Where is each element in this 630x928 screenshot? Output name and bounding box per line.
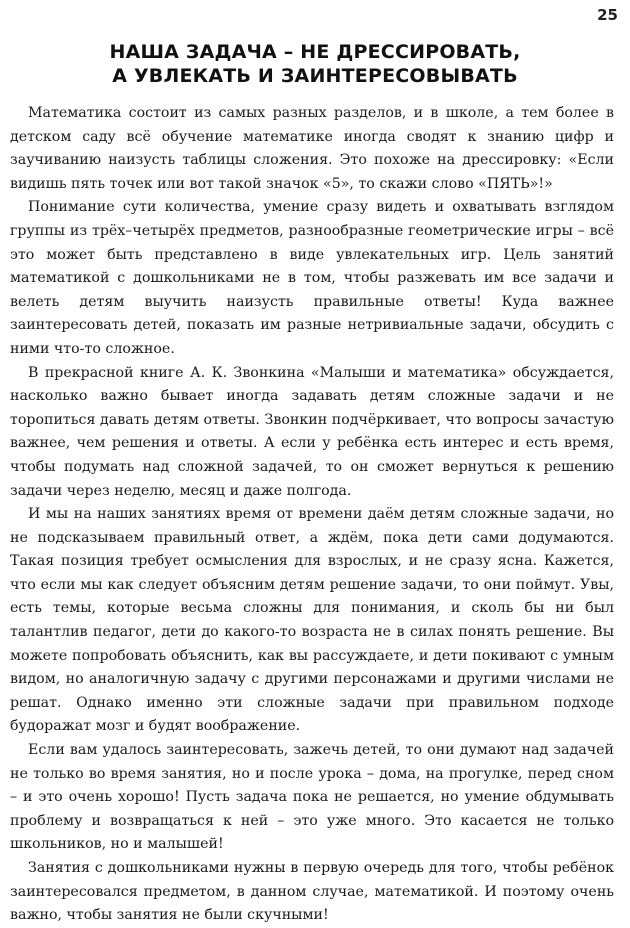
- page-number: 25: [597, 6, 618, 24]
- body-text: [10, 102, 614, 928]
- paragraph: Математика состоит из самых разных разделов, и в школе, а тем более в детском саду всё обучение математике иногда сводят к знанию цифр и заучиванию наизусть таблицы сложения. Это похоже на дрессировку: «Если видишь пять точек или вот такой значок «5», то скажи слово «ПЯТЬ»!»: [10, 105, 614, 192]
- paragraph: Занятия с дошкольниками нужны в первую очередь для того, чтобы ребёнок заинтересовался предметом, в данном случае, математикой. И поэтому очень важно, чтобы занятия не были скучными!: [10, 860, 614, 924]
- paragraph: В прекрасной книге А. К. Звонкина «Малыши и математика» обсуждается, насколько важно бывает иногда задавать детям сложные задачи и не торопиться давать детям ответы. Звонкин подчёркивает, что вопросы зачастую важнее, чем решения и ответы. А если у ребёнка есть интерес и есть время, чтобы подумать над сложной задачей, то он сможет вернуться к решению задачи через неделю, месяц и даже полгода.: [10, 364, 614, 499]
- page-title: [20, 40, 610, 88]
- paragraph: Понимание сути количества, умение сразу видеть и охватывать взглядом группы из трёх–четырёх предметов, разнообразные геометрические игры – всё это может быть представлено в виде увлекательных игр. Цель занятий математикой с дошкольниками не в том, чтобы разжевать им все задачи и велеть детям выучить наизусть правильные ответы! Куда важнее заинтересовать детей, показать им разные нетривиальные задачи, обсудить с ними что-то сложное.: [10, 199, 614, 357]
- paragraph: Если вам удалось заинтересовать, зажечь детей, то они думают над задачей не только во время занятия, но и после урока – дома, на прогулке, перед сном – и это очень хорошо! Пусть задача пока не решается, но умение обдумывать проблему и возвращаться к ней – это уже много. Это касается не только школьников, но и малышей!: [10, 742, 614, 853]
- title-line-1: НАША ЗАДАЧА – НЕ ДРЕССИРОВАТЬ,: [109, 41, 521, 63]
- paragraph: И мы на наших занятиях время от времени даём детям сложные задачи, но не подсказываем правильный ответ, а ждём, пока дети сами додумаются. Такая позиция требует осмысления для взрослых, и не сразу ясна. Кажется, что если мы как следует объясним детям решение задачи, то они поймут. Увы, есть темы, которые весьма сложны для понимания, и сколь бы ни был талантлив педагог, дети до какого-то возраста не в силах понять решение. Вы можете попробовать объяснить, как вы рассуждаете, и дети покивают с умным видом, но аналогичную задачу с другими персонажами и другими числами не решат. Однако именно эти сложные задачи при правильном подходе будоражат мозг и будят воображение.: [10, 506, 614, 735]
- title-line-2: А УВЛЕКАТЬ И ЗАИНТЕРЕСОВЫВАТЬ: [112, 65, 518, 87]
